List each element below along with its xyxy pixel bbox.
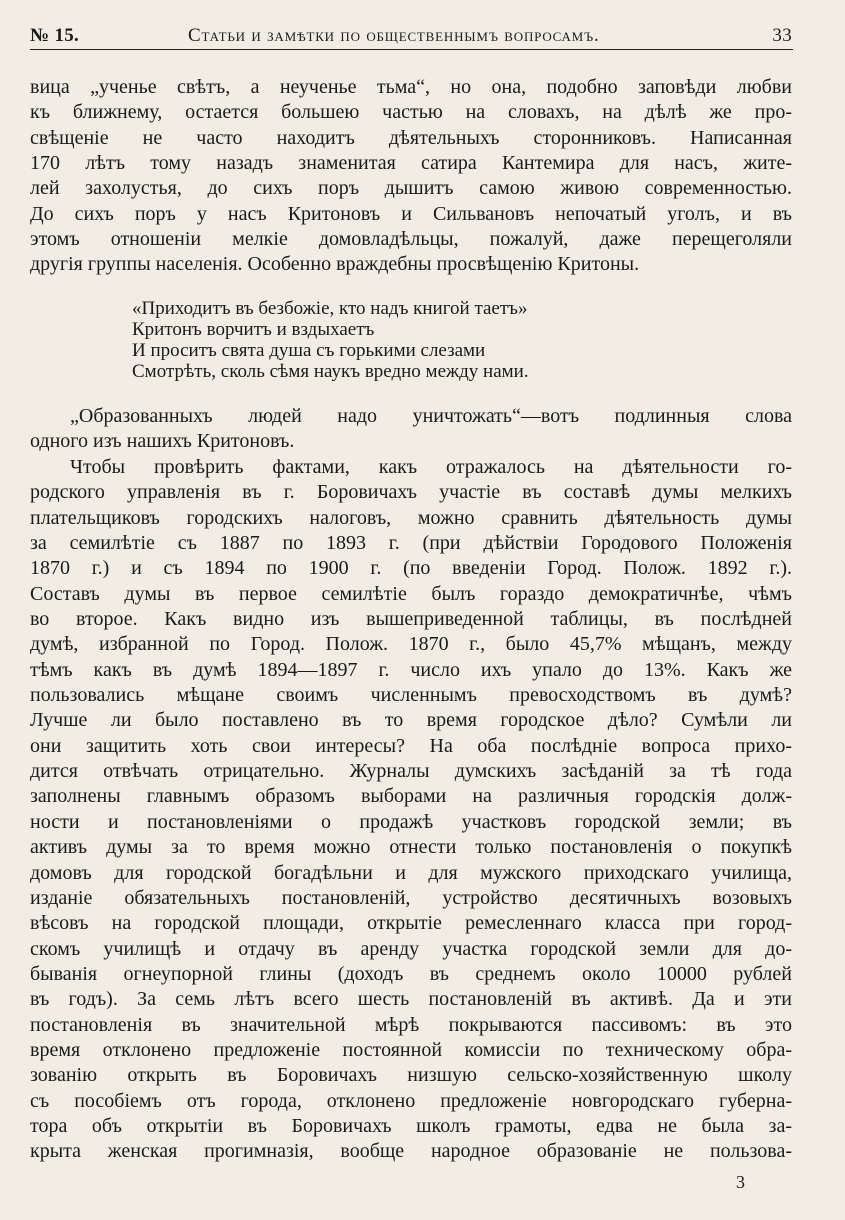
text-line: заполнены главнымъ образомъ выборами на различныя городскія долж-	[30, 785, 792, 808]
text-line: домовъ для городской богадѣльни и для мужского приходскаго училища,	[30, 861, 792, 884]
text-line: ности и постановленіями о продажѣ участковъ городской земли; въ	[30, 810, 792, 833]
text-line: Чтобы провѣрить фактами, какъ отражалось на дѣятельности го-	[70, 456, 792, 478]
text-line: вѣсовъ на городской площади, открытіе ремесленнаго класса при город-	[30, 912, 792, 935]
text-line: свѣщеніе не часто находитъ дѣятельныхъ сторонниковъ. Написанная	[30, 126, 792, 149]
running-title: Статьи и замѣтки по общественнымъ вопросамъ.	[188, 25, 600, 46]
verse-line: Смотрѣть, сколь сѣмя наукъ вредно между нами.	[132, 361, 529, 382]
text-line: этомъ отношеніи мелкіе домовладѣльцы, пожалуй, даже перещеголяли	[30, 228, 792, 251]
page-number: 33	[772, 25, 792, 46]
text-line: въ годъ). За семь лѣтъ всего шесть постановленій въ активѣ. Да и эти	[30, 988, 792, 1011]
text-line: Составъ думы въ первое семилѣтіе былъ гораздо демократичнѣе, чѣмъ	[30, 582, 792, 605]
text-line: „Образованныхъ людей надо уничтожать“—вотъ подлинныя слова	[70, 405, 792, 427]
text-line: 170 лѣтъ тому назадъ знаменитая сатира Кантемира для насъ, жите-	[30, 152, 792, 175]
header-rule	[30, 49, 793, 50]
text-line: быванія огнеупорной глины (доходъ въ среднемъ около 10000 рублей	[30, 962, 792, 985]
text-line: къ ближнему, остается большею частью на словахъ, на дѣлѣ же про-	[30, 101, 792, 124]
text-line: тѣмъ какъ въ думѣ 1894—1897 г. число ихъ упало до 13%. Какъ же	[30, 658, 792, 681]
text-line: они защитить хоть свои интересы? На оба послѣдніе вопроса прихо-	[30, 734, 792, 757]
text-line: скомъ училищѣ и отдачу въ аренду участка городской земли для до-	[30, 937, 792, 960]
text-line: во второе. Какъ видно изъ вышеприведенной таблицы, въ послѣдней	[30, 608, 792, 631]
text-line: тора объ открытіи въ Боровичахъ школъ грамоты, едва не была за-	[30, 1114, 792, 1137]
text-line: пользовались мѣщане своимъ численнымъ превосходствомъ въ думѣ?	[30, 684, 792, 707]
text-line: зованію открыть въ Боровичахъ низшую сельско-хозяйственную школу	[30, 1064, 792, 1087]
text-line: за семилѣтіе съ 1887 по 1893 г. (при дѣйствіи Городового Положенія	[30, 532, 792, 555]
text-line: другія группы населенія. Особенно враждебны просвѣщенію Критоны.	[30, 253, 640, 276]
text-line: вица „ученье свѣтъ, а неученье тьма“, но она, подобно заповѣди любви	[30, 76, 792, 98]
text-line: родского управленія въ г. Боровичахъ участіе въ составѣ думы мелкихъ	[30, 481, 792, 504]
paragraph-2	[30, 404, 792, 455]
paragraph-3	[30, 455, 792, 1165]
text-line: лей захолустья, до сихъ поръ дышитъ самою живою современностью.	[30, 177, 792, 200]
text-line: одного изъ нашихъ Критоновъ.	[30, 430, 295, 453]
running-header	[30, 22, 792, 52]
text-line: 1870 г.) и съ 1894 по 1900 г. (по введеніи Город. Полож. 1892 г.).	[30, 557, 792, 580]
text-line: съ пособіемъ отъ города, отклонено предложеніе новгородскаго губерна-	[30, 1089, 792, 1112]
text-line: крыта женская прогимназія, вообще народное образованіе не пользова-	[30, 1140, 792, 1163]
verse-line: И проситъ свята душа съ горькими слезами	[132, 340, 486, 361]
paragraph-1	[30, 75, 792, 278]
text-line: До сихъ поръ у насъ Критоновъ и Сильвановъ непочатый уголъ, и въ	[30, 202, 792, 225]
text-line: изданіе обязательныхъ постановленій, устройство десятичныхъ возовыхъ	[30, 886, 792, 909]
text-line: активъ думы за то время можно отнести только постановленія о покупкѣ	[30, 836, 792, 859]
text-line: Лучше ли было поставлено въ то время городское дѣло? Сумѣли ли	[30, 709, 792, 732]
verse-line: «Приходитъ въ безбожіе, кто надъ книгой таетъ»	[132, 298, 528, 319]
issue-number: № 15.	[30, 25, 80, 46]
signature-mark: 3	[736, 1172, 745, 1192]
verse-line: Критонъ ворчитъ и вздыхаетъ	[132, 319, 375, 340]
verse-quote	[132, 298, 529, 382]
text-line: время отклонено предложеніе постоянной комиссіи по техническому обра-	[30, 1038, 792, 1061]
text-line: плательщиковъ городскихъ налоговъ, можно сравнить дѣятельность думы	[30, 506, 792, 529]
text-line: дится отвѣчать отрицательно. Журналы думскихъ засѣданій за тѣ года	[30, 760, 792, 783]
text-line: постановленія въ значительной мѣрѣ покрываются пассивомъ: въ это	[30, 1013, 792, 1036]
text-line: думѣ, избранной по Город. Полож. 1870 г., было 45,7% мѣщанъ, между	[30, 633, 792, 656]
